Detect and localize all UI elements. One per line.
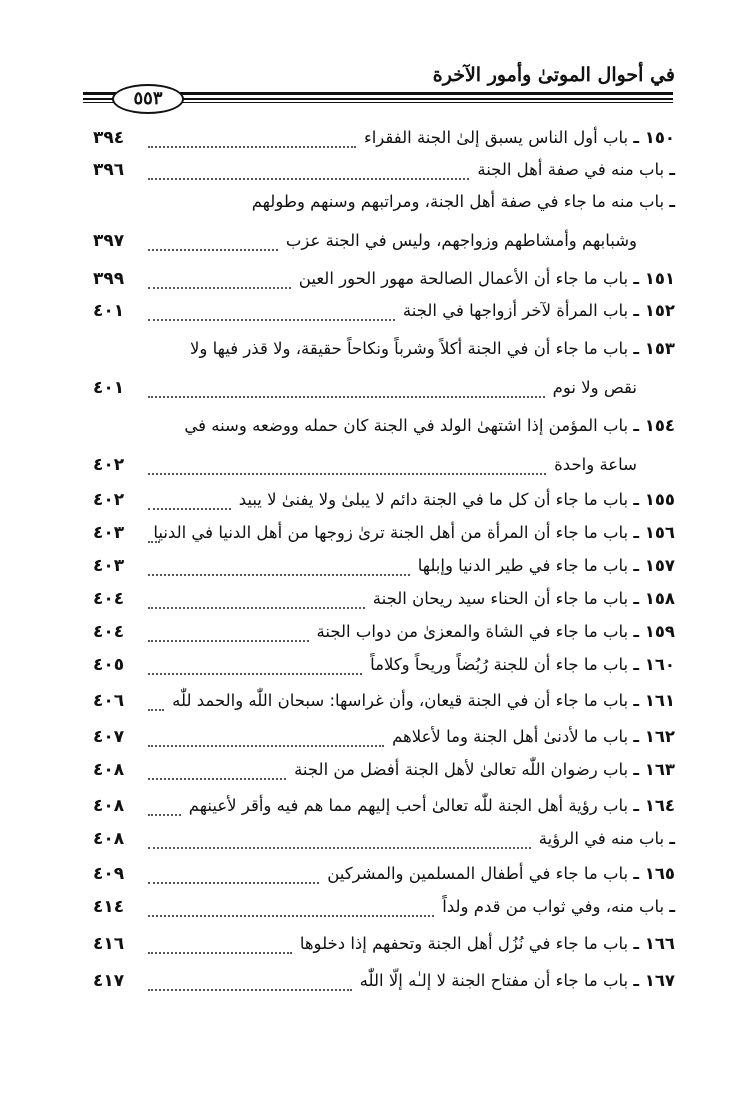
entry-number: ١٥٠ ـ [633, 128, 675, 147]
entry-page-number: ٤٠٢ [93, 455, 125, 475]
entry-title: باب ما جاء أن مفتاح الجنة لا إلـٰه إلّا اللّٰه [359, 971, 629, 990]
entry-number: ـ [669, 829, 675, 848]
entry-page-number: ٤٠٣ [93, 556, 125, 576]
entry-number: ١٥٢ ـ [633, 301, 675, 320]
entry-page-number: ٣٩٤ [93, 128, 125, 148]
dot-leader [148, 287, 291, 289]
dot-leader [148, 745, 384, 747]
entry-title: باب ما جاء أن للجنة رُبُضاً وريحاً وكلاماً [370, 655, 629, 674]
entry-number: ١٦٢ ـ [633, 727, 675, 746]
entry-page-number: ٤٠٩ [93, 864, 125, 884]
entry-title: باب منه، وفي ثواب من قدم ولداً [442, 897, 665, 916]
dot-leader [148, 541, 160, 543]
entry-page-number: ٤٠٢ [93, 490, 125, 510]
entry-number: ـ [669, 160, 675, 179]
entry-title: باب منه في الرؤية [538, 829, 665, 848]
entry-page-number: ٤٠٥ [93, 655, 125, 675]
running-header-title: في أحوال الموتىٰ وأمور الآخرة [432, 64, 675, 86]
toc-entry [115, 792, 675, 820]
entry-title: باب المرأة لآخر أزواجها في الجنة [402, 301, 629, 320]
entry-title: باب ما جاء أن الأعمال الصالحة مهور الحور العين [298, 269, 629, 288]
dot-leader [148, 915, 434, 917]
dot-leader [148, 473, 546, 475]
entry-number: ـ [669, 897, 675, 916]
entry-page-number: ٤٠٨ [93, 829, 125, 849]
entry-title: باب ما جاء في الشاة والمعزىٰ من دواب الجنة [316, 622, 629, 641]
toc-entry [115, 519, 675, 547]
dot-leader [148, 882, 319, 884]
entry-number: ١٦٧ ـ [633, 971, 675, 990]
page-number: ٥٥٣ [112, 84, 184, 114]
entry-page-number: ٣٩٩ [93, 269, 125, 289]
entry-title: باب ما جاء أن في الجنة قيعان، وأن غراسها: سبحان اللّٰه والحمد للّٰه [172, 691, 629, 710]
dot-leader [148, 640, 309, 642]
entry-title: باب ما جاء أن المرأة من أهل الجنة ترىٰ زوجها من أهل الدنيا في الدنيا [153, 523, 629, 542]
entry-title: باب ما جاء في طير الدنيا وإبلها [417, 556, 629, 575]
entry-page-number: ٤١٧ [93, 971, 125, 991]
entry-number: ١٦٣ ـ [633, 760, 675, 779]
entry-number: ١٥٧ ـ [633, 556, 675, 575]
dot-leader [148, 673, 362, 675]
entry-page-number: ٤١٦ [93, 934, 125, 954]
entry-title: باب أول الناس يسبق إلىٰ الجنة الفقراء [363, 128, 629, 147]
toc-entry [115, 335, 675, 363]
dot-leader [148, 508, 231, 510]
entry-title: باب منه ما جاء في صفة أهل الجنة، ومراتبهم وسنهم وطولهم [251, 192, 665, 211]
entry-number: ١٥١ ـ [633, 269, 675, 288]
entry-number: ١٦٠ ـ [633, 655, 675, 674]
entry-number: ١٥٥ ـ [633, 490, 675, 509]
dot-leader [148, 989, 352, 991]
entry-page-number: ٤٠٧ [93, 727, 125, 747]
dot-leader [148, 178, 469, 180]
entry-number: ١٦٥ ـ [633, 864, 675, 883]
dot-leader [148, 709, 164, 711]
entry-title: باب ما لأدنىٰ أهل الجنة وما لأعلاهم [392, 727, 629, 746]
entry-page-number: ٤٠١ [93, 301, 125, 321]
entry-page-number: ٤٠٨ [93, 760, 125, 780]
dot-leader [148, 814, 181, 816]
dot-leader [148, 146, 356, 148]
entry-page-number: ٤٠٨ [93, 796, 125, 816]
dot-leader [148, 574, 410, 576]
entry-page-number: ٣٩٧ [93, 231, 125, 251]
dot-leader [148, 607, 365, 609]
entry-number: ١٥٦ ـ [633, 523, 675, 542]
entry-title: باب رضوان اللّٰه تعالىٰ لأهل الجنة أفضل من الجنة [294, 760, 629, 779]
entry-number: ـ [669, 192, 675, 211]
entry-page-number: ٤٠٤ [93, 622, 125, 642]
toc-entry [115, 188, 675, 216]
entry-page-number: ٤٠٤ [93, 589, 125, 609]
entry-number: ١٦٤ ـ [633, 796, 675, 815]
entry-title: باب رؤية أهل الجنة للّٰه تعالىٰ أحب إليهم مما هم فيه وأقر لأعينهم [188, 796, 629, 815]
dot-leader [148, 952, 292, 954]
entry-page-number: ٤١٤ [93, 897, 125, 917]
entry-title: باب ما جاء أن الحناء سيد ريحان الجنة [372, 589, 629, 608]
entry-number: ١٥٣ ـ [633, 339, 675, 358]
entry-number: ١٦٦ ـ [633, 934, 675, 953]
entry-title: باب ما جاء في أطفال المسلمين والمشركين [327, 864, 629, 883]
entry-number: ١٥٩ ـ [633, 622, 675, 641]
dot-leader [148, 778, 286, 780]
dot-leader [148, 249, 278, 251]
entry-title: باب ما جاء في نُزُل أهل الجنة وتحفهم إذا دخلوها [299, 934, 629, 953]
toc-entry [115, 412, 675, 440]
entry-title: باب ما جاء أن كل ما في الجنة دائم لا يبلىٰ ولا يفنىٰ لا يبيد [238, 490, 629, 509]
entry-number: ١٥٨ ـ [633, 589, 675, 608]
dot-leader [148, 396, 545, 398]
entry-title: باب المؤمن إذا اشتهىٰ الولد في الجنة كان حمله ووضعه وسنه في [184, 416, 629, 435]
entry-title: ساعة واحدة [554, 455, 637, 474]
dot-leader [148, 847, 531, 849]
entry-page-number: ٣٩٦ [93, 160, 125, 180]
entry-page-number: ٤٠٣ [93, 523, 125, 543]
entry-title: وشبابهم وأمشاطهم وزواجهم، وليس في الجنة عزب [285, 231, 637, 250]
entry-page-number: ٤٠١ [93, 378, 125, 398]
entry-title: باب ما جاء أن في الجنة أكلاً وشرباً ونكاحاً حقيقة، ولا قذر فيها ولا [189, 339, 629, 358]
dot-leader [148, 319, 395, 321]
entry-number: ١٦١ ـ [633, 691, 675, 710]
entry-page-number: ٤٠٦ [93, 691, 125, 711]
toc-entry [115, 687, 675, 715]
entry-title: نقص ولا نوم [552, 378, 637, 397]
entry-title: باب منه في صفة أهل الجنة [477, 160, 665, 179]
entry-number: ١٥٤ ـ [633, 416, 675, 435]
